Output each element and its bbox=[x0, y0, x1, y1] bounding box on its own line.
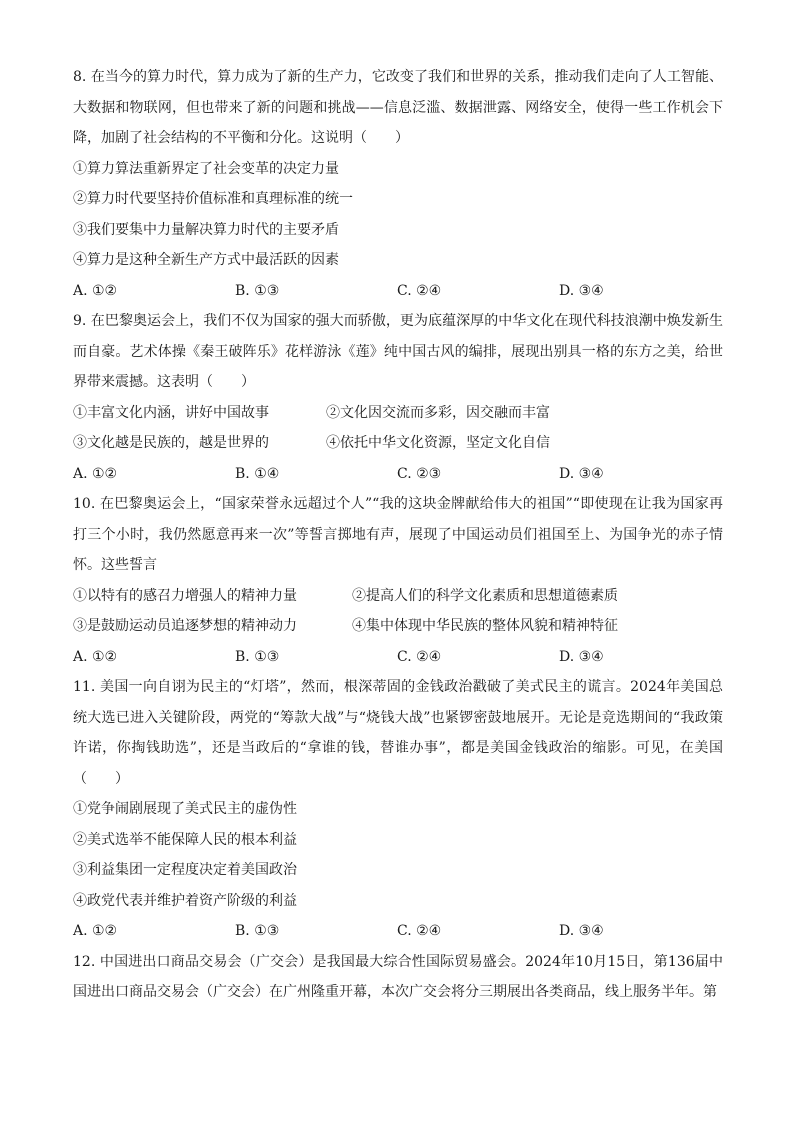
statement-1: ①以特有的感召力增强人的精神力量 bbox=[73, 587, 297, 604]
choice-a: A. ①② bbox=[73, 923, 118, 939]
choice-c: C. ②④ bbox=[397, 923, 442, 939]
choice-b: B. ①④ bbox=[235, 465, 280, 482]
choice-b: B. ①③ bbox=[235, 282, 280, 299]
question-9 bbox=[73, 306, 723, 489]
choice-d: D. ③④ bbox=[559, 282, 604, 299]
statement-3: ③文化越是民族的，越是世界的 bbox=[73, 435, 269, 451]
statement-4: ④算力是这种全新生产方式中最活跃的因素 bbox=[73, 252, 339, 268]
question-stem: 11. 美国一向自诩为民主的“灯塔”，然而，根深蒂固的金钱政治戳破了美式民主的谎言。2024年美国总统大选已进入关键阶段，两党的“筹款大战”与“烧钱大战”也紧锣密鼓地展开。无论是竞选期间的“我政策许诺，你掏钱助选”，还是当政后的“拿谁的钱，替谁办事”，都是美国金钱政治的缩影。可见，在美国（ ） bbox=[73, 679, 723, 787]
statement-1: ①党争闹剧展现了美式民主的虚伪性 bbox=[73, 801, 297, 817]
statement-4: ④依托中华文化资源，坚定文化自信 bbox=[326, 435, 550, 451]
statement-4: ④政党代表并维护着资产阶级的利益 bbox=[73, 892, 297, 909]
choice-b: B. ①③ bbox=[235, 648, 280, 665]
choice-a: A. ①② bbox=[73, 465, 118, 482]
question-stem: 12. 中国进出口商品交易会（广交会）是我国最大综合性国际贸易盛会。2024年10月15日，第136届中国进出口商品交易会（广交会）在广州隆重开幕，本次广交会将分三期展出各类商品，线上服务半年。第 bbox=[73, 953, 723, 1000]
statement-1: ①算力算法重新界定了社会变革的决定力量 bbox=[73, 160, 339, 177]
answer-choices bbox=[73, 916, 723, 947]
answer-choices bbox=[73, 276, 723, 307]
exam-page bbox=[73, 62, 723, 1008]
statement-1: ①丰富文化内涵，讲好中国故事 bbox=[73, 404, 269, 421]
choice-a: A. ①② bbox=[73, 648, 118, 665]
answer-choices bbox=[73, 459, 723, 490]
statement-row bbox=[73, 428, 723, 459]
choice-b: B. ①③ bbox=[235, 923, 280, 939]
statement-2: ②美式选举不能保障人民的根本利益 bbox=[73, 831, 297, 848]
question-10 bbox=[73, 489, 723, 672]
statement-3: ③利益集团一定程度决定着美国政治 bbox=[73, 862, 297, 878]
choice-c: C. ②④ bbox=[397, 282, 442, 299]
question-12 bbox=[73, 947, 723, 1008]
statement-row bbox=[73, 581, 723, 612]
statement-2: ②文化因交流而多彩，因交融而丰富 bbox=[326, 404, 550, 421]
statement-4: ④集中体现中华民族的整体风貌和精神特征 bbox=[352, 618, 618, 634]
question-11 bbox=[73, 672, 723, 947]
statement-2: ②算力时代要坚持价值标准和真理标准的统一 bbox=[73, 191, 353, 207]
statement-2: ②提高人们的科学文化素质和思想道德素质 bbox=[352, 587, 618, 604]
choice-c: C. ②④ bbox=[397, 648, 442, 665]
choice-a: A. ①② bbox=[73, 282, 118, 299]
choice-d: D. ③④ bbox=[559, 923, 604, 939]
statement-row bbox=[73, 611, 723, 642]
choice-c: C. ②③ bbox=[397, 465, 442, 482]
statement-3: ③我们要集中力量解决算力时代的主要矛盾 bbox=[73, 221, 339, 238]
question-8 bbox=[73, 62, 723, 306]
statement-3: ③是鼓励运动员追逐梦想的精神动力 bbox=[73, 618, 297, 634]
question-stem: 9. 在巴黎奥运会上，我们不仅为国家的强大而骄傲，更为底蕴深厚的中华文化在现代科技浪潮中焕发新生而自豪。艺术体操《秦王破阵乐》花样游泳《莲》纯中国古风的编排，展现出别具一格的东方之美，给世界带来震撼。这表明（ ） bbox=[73, 313, 723, 390]
question-stem: 8. 在当今的算力时代，算力成为了新的生产力，它改变了我们和世界的关系，推动我们走向了人工智能、大数据和物联网，但也带来了新的问题和挑战——信息泛滥、数据泄露、网络安全，使得一些工作机会下降，加剧了社会结构的不平衡和分化。这说明（ ） bbox=[73, 69, 723, 146]
answer-choices bbox=[73, 642, 723, 673]
question-stem: 10. 在巴黎奥运会上，“国家荣誉永远超过个人”“我的这块金牌献给伟大的祖国”“即使现在让我为国家再打三个小时，我仍然愿意再来一次”等誓言掷地有声，展现了中国运动员们祖国至上、为国争光的赤子情怀。这些誓言 bbox=[73, 496, 723, 573]
statement-row bbox=[73, 398, 723, 429]
choice-d: D. ③④ bbox=[559, 465, 604, 482]
choice-d: D. ③④ bbox=[559, 648, 604, 665]
